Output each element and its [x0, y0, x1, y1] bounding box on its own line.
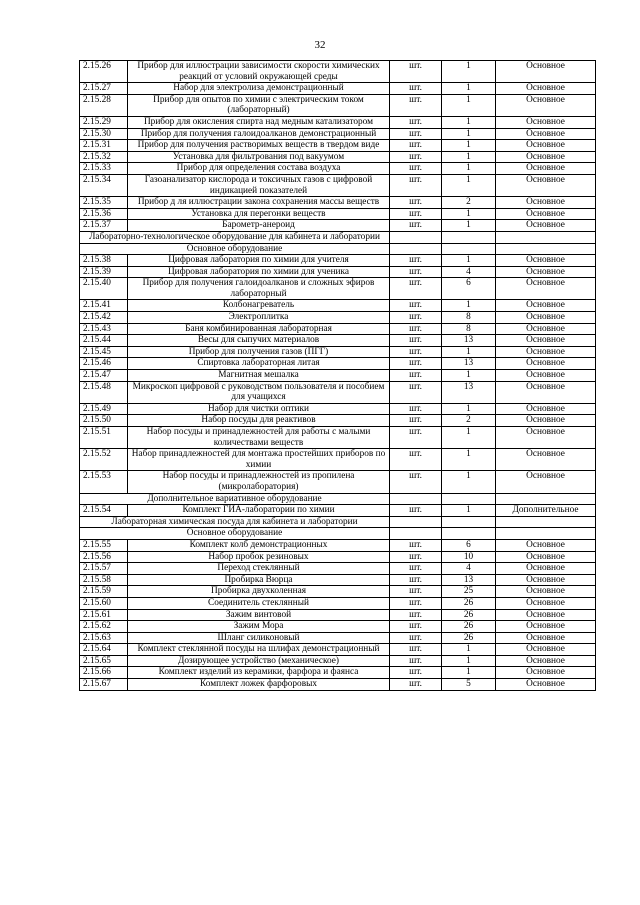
item-quantity: 1 — [442, 140, 496, 152]
item-name: Пробирка Вюрца — [128, 574, 390, 586]
item-quantity: 26 — [442, 632, 496, 644]
item-number: 2.15.67 — [80, 679, 128, 691]
item-name: Прибор для получения галоидоалканов и сложных эфиров лабораторный — [128, 278, 390, 300]
item-number: 2.15.37 — [80, 220, 128, 232]
table-row — [80, 335, 596, 347]
item-name: Комплект ложек фарфоровых — [128, 679, 390, 691]
table-row — [80, 61, 596, 83]
item-unit: шт. — [390, 220, 442, 232]
table-row — [80, 323, 596, 335]
section-title: Лабораторная химическая посуда для кабинета и лаборатории — [80, 516, 390, 528]
table-row — [80, 163, 596, 175]
item-number: 2.15.55 — [80, 539, 128, 551]
item-name: Набор посуды и принадлежностей для работы с малыми количествами веществ — [128, 427, 390, 449]
item-quantity: 13 — [442, 574, 496, 586]
item-number: 2.15.38 — [80, 255, 128, 267]
item-quantity: 13 — [442, 358, 496, 370]
item-unit: шт. — [390, 644, 442, 656]
item-unit: шт. — [390, 197, 442, 209]
item-unit: шт. — [390, 403, 442, 415]
item-unit: шт. — [390, 667, 442, 679]
table-row — [80, 116, 596, 128]
table-row — [80, 312, 596, 324]
item-type: Основное — [496, 94, 596, 116]
item-type: Основное — [496, 449, 596, 471]
item-unit: шт. — [390, 449, 442, 471]
section-title: Дополнительное вариативное оборудование — [80, 493, 390, 505]
table-row — [80, 266, 596, 278]
item-unit: шт. — [390, 128, 442, 140]
item-type: Основное — [496, 551, 596, 563]
item-number: 2.15.32 — [80, 151, 128, 163]
empty-cell — [390, 516, 442, 528]
item-type: Основное — [496, 621, 596, 633]
item-number: 2.15.42 — [80, 312, 128, 324]
item-unit: шт. — [390, 586, 442, 598]
item-name: Колбонагреватель — [128, 300, 390, 312]
item-type: Основное — [496, 358, 596, 370]
item-number: 2.15.30 — [80, 128, 128, 140]
item-number: 2.15.48 — [80, 381, 128, 403]
item-number: 2.15.43 — [80, 323, 128, 335]
item-number: 2.15.28 — [80, 94, 128, 116]
item-quantity: 1 — [442, 255, 496, 267]
table-row — [80, 621, 596, 633]
section-row — [80, 493, 596, 505]
item-name: Пробирка двухколенная — [128, 586, 390, 598]
item-number: 2.15.58 — [80, 574, 128, 586]
table-row — [80, 539, 596, 551]
item-quantity: 1 — [442, 220, 496, 232]
item-quantity: 1 — [442, 128, 496, 140]
empty-cell — [390, 243, 442, 255]
item-type: Основное — [496, 116, 596, 128]
item-unit: шт. — [390, 471, 442, 493]
item-quantity: 1 — [442, 346, 496, 358]
item-unit: шт. — [390, 415, 442, 427]
item-number: 2.15.54 — [80, 505, 128, 517]
item-quantity: 2 — [442, 197, 496, 209]
table-row — [80, 427, 596, 449]
table-row — [80, 197, 596, 209]
item-unit: шт. — [390, 539, 442, 551]
item-type: Основное — [496, 679, 596, 691]
item-quantity: 1 — [442, 655, 496, 667]
item-type: Основное — [496, 644, 596, 656]
item-name: Набор принадлежностей для монтажа простейших приборов по химии — [128, 449, 390, 471]
item-type: Основное — [496, 539, 596, 551]
item-type: Основное — [496, 471, 596, 493]
item-quantity: 1 — [442, 449, 496, 471]
section-title: Лабораторно-технологическое оборудование для кабинета и лаборатории — [80, 231, 390, 243]
item-type: Основное — [496, 655, 596, 667]
item-type: Основное — [496, 266, 596, 278]
table-row — [80, 278, 596, 300]
item-number: 2.15.47 — [80, 370, 128, 382]
item-quantity: 25 — [442, 586, 496, 598]
item-quantity: 1 — [442, 61, 496, 83]
item-name: Прибор для определения состава воздуха — [128, 163, 390, 175]
table-row — [80, 574, 596, 586]
item-unit: шт. — [390, 208, 442, 220]
item-unit: шт. — [390, 151, 442, 163]
item-name: Набор для электролиза демонстрационный — [128, 83, 390, 95]
item-type: Основное — [496, 83, 596, 95]
empty-cell — [442, 493, 496, 505]
section-row — [80, 231, 596, 243]
item-number: 2.15.29 — [80, 116, 128, 128]
item-name: Газоанализатор кислорода и токсичных газов с цифровой индикацией показателей — [128, 174, 390, 196]
empty-cell — [496, 528, 596, 540]
table-row — [80, 586, 596, 598]
item-quantity: 6 — [442, 539, 496, 551]
item-quantity: 5 — [442, 679, 496, 691]
item-unit: шт. — [390, 370, 442, 382]
table-row — [80, 300, 596, 312]
item-quantity: 1 — [442, 94, 496, 116]
item-unit: шт. — [390, 174, 442, 196]
item-name: Комплект стеклянной посуды на шлифах демонстрационный — [128, 644, 390, 656]
item-name: Установка для фильтрования под вакуумом — [128, 151, 390, 163]
item-name: Набор посуды для реактивов — [128, 415, 390, 427]
item-type: Основное — [496, 61, 596, 83]
item-number: 2.15.41 — [80, 300, 128, 312]
item-number: 2.15.64 — [80, 644, 128, 656]
item-unit: шт. — [390, 358, 442, 370]
item-name: Набор для чистки оптики — [128, 403, 390, 415]
table-row — [80, 346, 596, 358]
table-row — [80, 644, 596, 656]
item-unit: шт. — [390, 505, 442, 517]
item-type: Основное — [496, 174, 596, 196]
item-unit: шт. — [390, 61, 442, 83]
item-quantity: 13 — [442, 381, 496, 403]
item-number: 2.15.57 — [80, 563, 128, 575]
item-quantity: 2 — [442, 415, 496, 427]
item-type: Основное — [496, 563, 596, 575]
item-name: Набор пробок резиновых — [128, 551, 390, 563]
empty-cell — [442, 528, 496, 540]
item-type: Основное — [496, 586, 596, 598]
empty-cell — [496, 243, 596, 255]
item-name: Прибор для получения растворимых веществ в твердом виде — [128, 140, 390, 152]
table-row — [80, 174, 596, 196]
item-unit: шт. — [390, 255, 442, 267]
item-type: Основное — [496, 312, 596, 324]
item-type: Основное — [496, 415, 596, 427]
item-quantity: 1 — [442, 208, 496, 220]
item-quantity: 26 — [442, 621, 496, 633]
item-name: Прибор для получения галоидоалканов демонстрационный — [128, 128, 390, 140]
item-unit: шт. — [390, 323, 442, 335]
equipment-table — [79, 60, 596, 691]
table-row — [80, 597, 596, 609]
item-number: 2.15.27 — [80, 83, 128, 95]
item-unit: шт. — [390, 346, 442, 358]
item-unit: шт. — [390, 427, 442, 449]
table-row — [80, 208, 596, 220]
item-number: 2.15.60 — [80, 597, 128, 609]
item-type: Основное — [496, 128, 596, 140]
item-name: Переход стеклянный — [128, 563, 390, 575]
item-number: 2.15.36 — [80, 208, 128, 220]
table-row — [80, 471, 596, 493]
item-unit: шт. — [390, 655, 442, 667]
item-name: Зажим винтовой — [128, 609, 390, 621]
table-row — [80, 655, 596, 667]
table-row — [80, 370, 596, 382]
item-quantity: 1 — [442, 116, 496, 128]
item-type: Основное — [496, 163, 596, 175]
item-number: 2.15.59 — [80, 586, 128, 598]
item-name: Цифровая лаборатория по химии для ученика — [128, 266, 390, 278]
item-number: 2.15.62 — [80, 621, 128, 633]
item-number: 2.15.44 — [80, 335, 128, 347]
item-type: Основное — [496, 346, 596, 358]
item-name: Магнитная мешалка — [128, 370, 390, 382]
item-type: Основное — [496, 323, 596, 335]
item-number: 2.15.49 — [80, 403, 128, 415]
table-body — [80, 61, 596, 691]
section-title: Основное оборудование — [80, 528, 390, 540]
table-row — [80, 255, 596, 267]
table-row — [80, 449, 596, 471]
table-row — [80, 151, 596, 163]
empty-cell — [496, 231, 596, 243]
item-number: 2.15.63 — [80, 632, 128, 644]
item-quantity: 8 — [442, 312, 496, 324]
table-row — [80, 381, 596, 403]
table-row — [80, 128, 596, 140]
item-type: Основное — [496, 151, 596, 163]
item-number: 2.15.33 — [80, 163, 128, 175]
section-title: Основное оборудование — [80, 243, 390, 255]
item-number: 2.15.52 — [80, 449, 128, 471]
table-row — [80, 667, 596, 679]
item-number: 2.15.61 — [80, 609, 128, 621]
item-quantity: 4 — [442, 266, 496, 278]
item-quantity: 1 — [442, 471, 496, 493]
item-quantity: 13 — [442, 335, 496, 347]
item-name: Установка для перегонки веществ — [128, 208, 390, 220]
item-name: Микроскоп цифровой с руководством пользователя и пособием для учащихся — [128, 381, 390, 403]
item-name: Электроплитка — [128, 312, 390, 324]
item-quantity: 1 — [442, 163, 496, 175]
item-quantity: 1 — [442, 83, 496, 95]
item-unit: шт. — [390, 300, 442, 312]
table-row — [80, 609, 596, 621]
item-quantity: 1 — [442, 427, 496, 449]
empty-cell — [390, 231, 442, 243]
section-row — [80, 243, 596, 255]
item-number: 2.15.66 — [80, 667, 128, 679]
item-number: 2.15.50 — [80, 415, 128, 427]
item-type: Основное — [496, 632, 596, 644]
table-row — [80, 358, 596, 370]
item-type: Основное — [496, 220, 596, 232]
item-type: Основное — [496, 667, 596, 679]
item-name: Комплект изделий из керамики, фарфора и фаянса — [128, 667, 390, 679]
table-row — [80, 83, 596, 95]
table-row — [80, 415, 596, 427]
item-type: Основное — [496, 140, 596, 152]
item-quantity: 4 — [442, 563, 496, 575]
item-type: Основное — [496, 427, 596, 449]
item-type: Основное — [496, 609, 596, 621]
item-unit: шт. — [390, 278, 442, 300]
item-type: Основное — [496, 370, 596, 382]
item-unit: шт. — [390, 266, 442, 278]
item-number: 2.15.53 — [80, 471, 128, 493]
item-quantity: 8 — [442, 323, 496, 335]
item-number: 2.15.65 — [80, 655, 128, 667]
item-name: Дозирующее устройство (механическое) — [128, 655, 390, 667]
table-row — [80, 551, 596, 563]
item-unit: шт. — [390, 381, 442, 403]
item-unit: шт. — [390, 574, 442, 586]
item-unit: шт. — [390, 679, 442, 691]
item-unit: шт. — [390, 83, 442, 95]
item-unit: шт. — [390, 94, 442, 116]
item-name: Зажим Мора — [128, 621, 390, 633]
item-unit: шт. — [390, 632, 442, 644]
page-number: 32 — [314, 39, 326, 51]
item-unit: шт. — [390, 116, 442, 128]
item-name: Спиртовка лабораторная литая — [128, 358, 390, 370]
item-name: Шланг силиконовый — [128, 632, 390, 644]
table-row — [80, 563, 596, 575]
item-quantity: 26 — [442, 597, 496, 609]
item-name: Соединитель стеклянный — [128, 597, 390, 609]
item-type: Основное — [496, 255, 596, 267]
item-name: Прибор для опытов по химии с электрическим током (лабораторный) — [128, 94, 390, 116]
item-number: 2.15.35 — [80, 197, 128, 209]
item-quantity: 10 — [442, 551, 496, 563]
empty-cell — [442, 231, 496, 243]
item-name: Прибор для иллюстрации зависимости скорости химических реакций от условий окружающей среды — [128, 61, 390, 83]
item-type: Основное — [496, 597, 596, 609]
item-quantity: 26 — [442, 609, 496, 621]
table-row — [80, 94, 596, 116]
item-name: Комплект ГИА-лаборатории по химии — [128, 505, 390, 517]
item-name: Весы для сыпучих материалов — [128, 335, 390, 347]
item-number: 2.15.39 — [80, 266, 128, 278]
item-name: Прибор для получения газов (ПГГ) — [128, 346, 390, 358]
item-name: Баня комбинированная лабораторная — [128, 323, 390, 335]
item-name: Барометр-анероид — [128, 220, 390, 232]
item-unit: шт. — [390, 597, 442, 609]
empty-cell — [442, 516, 496, 528]
empty-cell — [390, 528, 442, 540]
item-type: Дополнительное — [496, 505, 596, 517]
empty-cell — [442, 243, 496, 255]
item-unit: шт. — [390, 609, 442, 621]
item-number: 2.15.51 — [80, 427, 128, 449]
item-unit: шт. — [390, 551, 442, 563]
item-quantity: 6 — [442, 278, 496, 300]
empty-cell — [496, 516, 596, 528]
item-name: Прибор для окисления спирта над медным катализатором — [128, 116, 390, 128]
item-quantity: 1 — [442, 505, 496, 517]
item-unit: шт. — [390, 140, 442, 152]
item-type: Основное — [496, 335, 596, 347]
item-quantity: 1 — [442, 300, 496, 312]
item-quantity: 1 — [442, 667, 496, 679]
item-unit: шт. — [390, 621, 442, 633]
item-name: Цифровая лаборатория по химии для учителя — [128, 255, 390, 267]
section-row — [80, 528, 596, 540]
empty-cell — [496, 493, 596, 505]
item-quantity: 1 — [442, 403, 496, 415]
empty-cell — [390, 493, 442, 505]
item-number: 2.15.34 — [80, 174, 128, 196]
item-type: Основное — [496, 403, 596, 415]
table-row — [80, 632, 596, 644]
item-name: Комплект колб демонстрационных — [128, 539, 390, 551]
item-quantity: 1 — [442, 370, 496, 382]
table-row — [80, 505, 596, 517]
table-row — [80, 403, 596, 415]
item-number: 2.15.26 — [80, 61, 128, 83]
item-number: 2.15.31 — [80, 140, 128, 152]
item-quantity: 1 — [442, 151, 496, 163]
table-row — [80, 679, 596, 691]
item-type: Основное — [496, 381, 596, 403]
item-type: Основное — [496, 300, 596, 312]
table-row — [80, 140, 596, 152]
item-quantity: 1 — [442, 174, 496, 196]
table-row — [80, 220, 596, 232]
item-unit: шт. — [390, 563, 442, 575]
item-quantity: 1 — [442, 644, 496, 656]
item-type: Основное — [496, 208, 596, 220]
section-row — [80, 516, 596, 528]
item-number: 2.15.46 — [80, 358, 128, 370]
item-type: Основное — [496, 278, 596, 300]
item-number: 2.15.56 — [80, 551, 128, 563]
item-type: Основное — [496, 574, 596, 586]
item-name: Прибор д ля иллюстрации закона сохранения массы веществ — [128, 197, 390, 209]
item-number: 2.15.45 — [80, 346, 128, 358]
item-unit: шт. — [390, 335, 442, 347]
item-number: 2.15.40 — [80, 278, 128, 300]
item-name: Набор посуды и принадлежностей из пропилена (микролаборатория) — [128, 471, 390, 493]
item-unit: шт. — [390, 163, 442, 175]
item-type: Основное — [496, 197, 596, 209]
item-unit: шт. — [390, 312, 442, 324]
